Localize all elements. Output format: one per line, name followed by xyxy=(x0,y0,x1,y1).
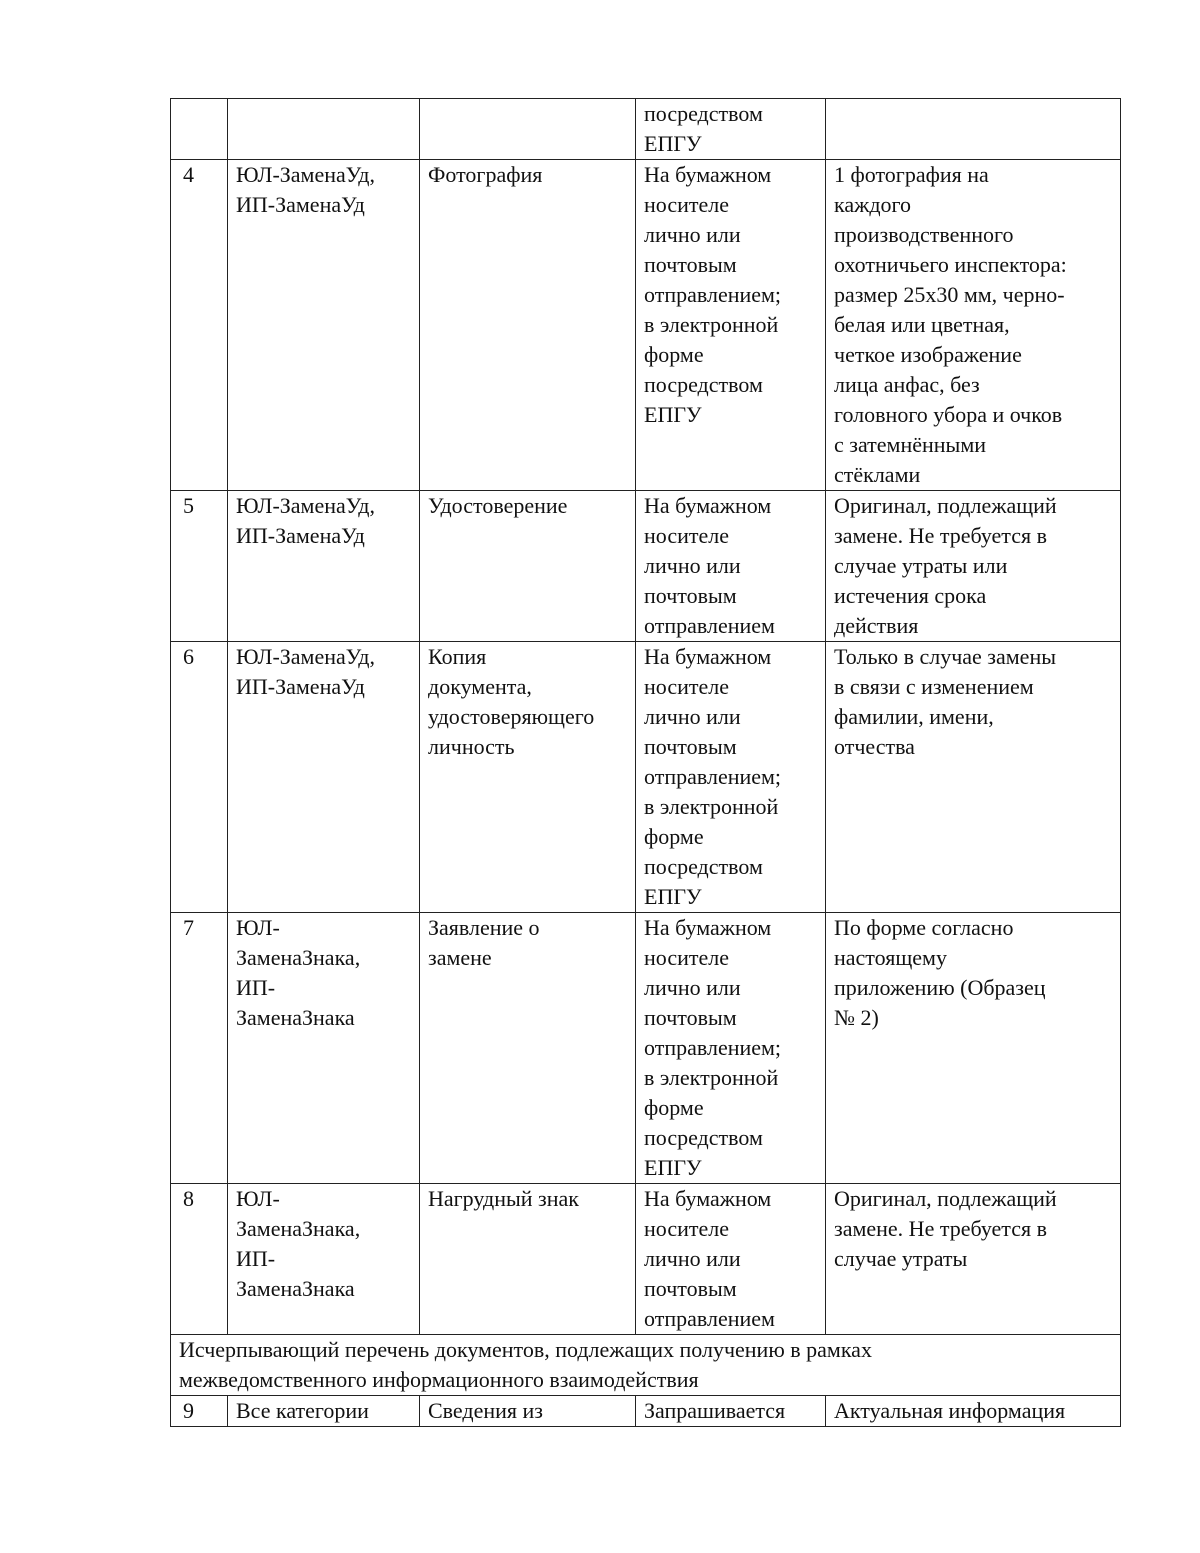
applicant-category: ЮЛ- ЗаменаЗнака, ИП- ЗаменаЗнака xyxy=(228,1184,420,1335)
submission-method: Запрашивается xyxy=(636,1396,826,1427)
row-number: 7 xyxy=(171,913,228,1184)
document-name xyxy=(420,99,636,160)
applicant-category: ЮЛ-ЗаменаУд, ИП-ЗаменаУд xyxy=(228,642,420,913)
row-number: 8 xyxy=(171,1184,228,1335)
applicant-category: ЮЛ-ЗаменаУд, ИП-ЗаменаУд xyxy=(228,160,420,491)
table-row xyxy=(171,1396,1121,1427)
submission-method: На бумажном носителе лично или почтовым отправлением xyxy=(636,1184,826,1335)
document-name: Нагрудный знак xyxy=(420,1184,636,1335)
applicant-category: Все категории xyxy=(228,1396,420,1427)
table-row xyxy=(171,913,1121,1184)
document-note: Актуальная информация xyxy=(826,1396,1121,1427)
submission-method: На бумажном носителе лично или почтовым отправлением; в электронной форме посредством ЕПГУ xyxy=(636,642,826,913)
documents-table xyxy=(170,98,1121,1427)
table-row xyxy=(171,642,1121,913)
row-number xyxy=(171,99,228,160)
document-name: Сведения из xyxy=(420,1396,636,1427)
document-name: Фотография xyxy=(420,160,636,491)
document-note: По форме согласно настоящему приложению (Образец № 2) xyxy=(826,913,1121,1184)
applicant-category: ЮЛ-ЗаменаУд, ИП-ЗаменаУд xyxy=(228,491,420,642)
row-number: 6 xyxy=(171,642,228,913)
submission-method: На бумажном носителе лично или почтовым отправлением; в электронной форме посредством ЕПГУ xyxy=(636,160,826,491)
row-number: 4 xyxy=(171,160,228,491)
section-heading-row xyxy=(171,1335,1121,1396)
document-note: Оригинал, подлежащий замене. Не требуется в случае утраты или истечения срока действия xyxy=(826,491,1121,642)
applicant-category xyxy=(228,99,420,160)
row-number: 9 xyxy=(171,1396,228,1427)
table-row xyxy=(171,1184,1121,1335)
table-row xyxy=(171,160,1121,491)
document-note: Оригинал, подлежащий замене. Не требуется в случае утраты xyxy=(826,1184,1121,1335)
document-name: Копия документа, удостоверяющего личность xyxy=(420,642,636,913)
document-name: Заявление о замене xyxy=(420,913,636,1184)
document-note xyxy=(826,99,1121,160)
document-note: Только в случае замены в связи с изменением фамилии, имени, отчества xyxy=(826,642,1121,913)
table-row xyxy=(171,99,1121,160)
submission-method: посредством ЕПГУ xyxy=(636,99,826,160)
applicant-category: ЮЛ- ЗаменаЗнака, ИП- ЗаменаЗнака xyxy=(228,913,420,1184)
submission-method: На бумажном носителе лично или почтовым отправлением; в электронной форме посредством ЕПГУ xyxy=(636,913,826,1184)
document-note: 1 фотография на каждого производственного охотничьего инспектора: размер 25х30 мм, черно- белая или цветная, четкое изображение лица анфас, без головного убора и очков с затемнёнными стёклами xyxy=(826,160,1121,491)
table-row xyxy=(171,491,1121,642)
document-name: Удостоверение xyxy=(420,491,636,642)
row-number: 5 xyxy=(171,491,228,642)
submission-method: На бумажном носителе лично или почтовым отправлением xyxy=(636,491,826,642)
section-heading: Исчерпывающий перечень документов, подлежащих получению в рамках межведомственного информационного взаимодействия xyxy=(171,1335,1121,1396)
